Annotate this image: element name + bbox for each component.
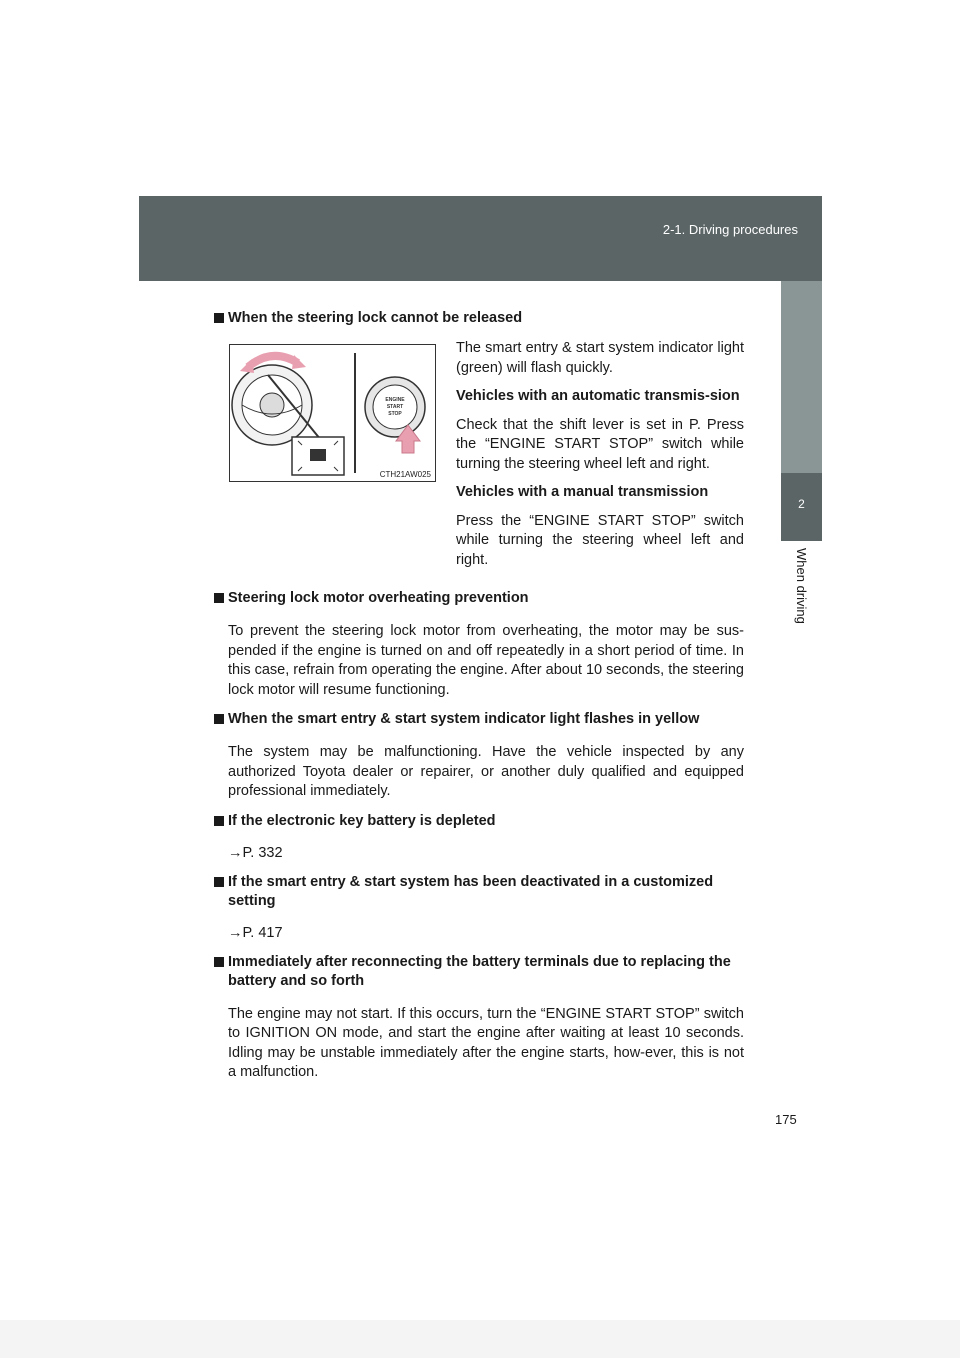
section-steering-lock [214, 309, 744, 579]
figure-code: CTH21AW025 [379, 470, 431, 479]
section-yellow-light [214, 710, 744, 802]
indicator-text: The smart entry & start system indicator light (green) will flash quickly. [456, 340, 744, 376]
page-reference: →P. 332 [228, 844, 283, 861]
section-title: 2-1. Driving procedures [662, 222, 798, 237]
page-number: 175 [775, 1112, 797, 1127]
heading-text: Immediately after reconnecting the battery terminals due to replacing the battery and so forth [228, 953, 731, 989]
section-heading [214, 953, 744, 991]
chapter-tab [781, 473, 822, 541]
manual-transmission-text: Press the “ENGINE START STOP” switch while turning the steering wheel left and right. [456, 512, 744, 568]
steering-figure [229, 344, 436, 482]
figure-description [456, 339, 744, 579]
section-battery-depleted [214, 812, 744, 861]
section-reconnecting-battery [214, 953, 744, 1083]
page-content [214, 309, 744, 1093]
chapter-label: When driving [794, 548, 809, 624]
auto-transmission-subheading: Vehicles with an automatic transmis-sion [456, 388, 740, 404]
section-overheating [214, 589, 744, 700]
section-body: The system may be malfunctioning. Have the vehicle inspected by any authorized Toyota dealer or repairer, or another duly qualified and equipped professional immediately. [228, 744, 744, 799]
svg-text:ENGINE: ENGINE [385, 397, 405, 403]
section-deactivated [214, 873, 744, 941]
page-reference: →P. 417 [228, 924, 283, 941]
header-band [139, 196, 822, 281]
bullet-square-icon [214, 816, 224, 826]
chapter-number: 2 [798, 497, 805, 511]
bullet-square-icon [214, 313, 224, 323]
footer-strip [0, 1320, 960, 1358]
side-tab-upper [781, 281, 822, 473]
bullet-square-icon [214, 593, 224, 603]
section-heading [214, 309, 744, 328]
section-heading [214, 812, 744, 831]
auto-transmission-text: Check that the shift lever is set in P. Press the “ENGINE START STOP” switch while turning the steering wheel left and right. [456, 416, 744, 472]
bullet-square-icon [214, 877, 224, 887]
heading-text: If the electronic key battery is depleted [228, 812, 496, 829]
heading-text: When the steering lock cannot be released [228, 310, 523, 326]
section-body: The engine may not start. If this occurs, turn the “ENGINE START STOP” switch to IGNITION ON mode, and start the engine after waiting at least 10 seconds. Idling may be unstable immediately after the engine starts, how-ever, this is not a malfunction. [228, 1005, 744, 1080]
steering-wheel-illustration [230, 345, 435, 481]
section-heading [214, 589, 744, 608]
heading-text: When the smart entry & start system indicator light flashes in yellow [228, 711, 700, 727]
svg-text:START: START [386, 404, 404, 410]
svg-text:STOP: STOP [388, 411, 402, 417]
bullet-square-icon [214, 714, 224, 724]
section-heading [214, 873, 744, 911]
bullet-square-icon [214, 957, 224, 967]
section-heading [214, 710, 744, 729]
heading-text: If the smart entry & start system has been deactivated in a customized setting [228, 873, 714, 909]
section-body: To prevent the steering lock motor from overheating, the motor may be sus-pended if the engine is turned on and off repeatedly in a short period of time. In this case, refrain from operating the engine. After about 10 seconds, the steering lock motor will resume functioning. [228, 623, 744, 698]
heading-text: Steering lock motor overheating prevention [228, 590, 529, 606]
manual-transmission-subheading: Vehicles with a manual transmission [456, 484, 709, 500]
